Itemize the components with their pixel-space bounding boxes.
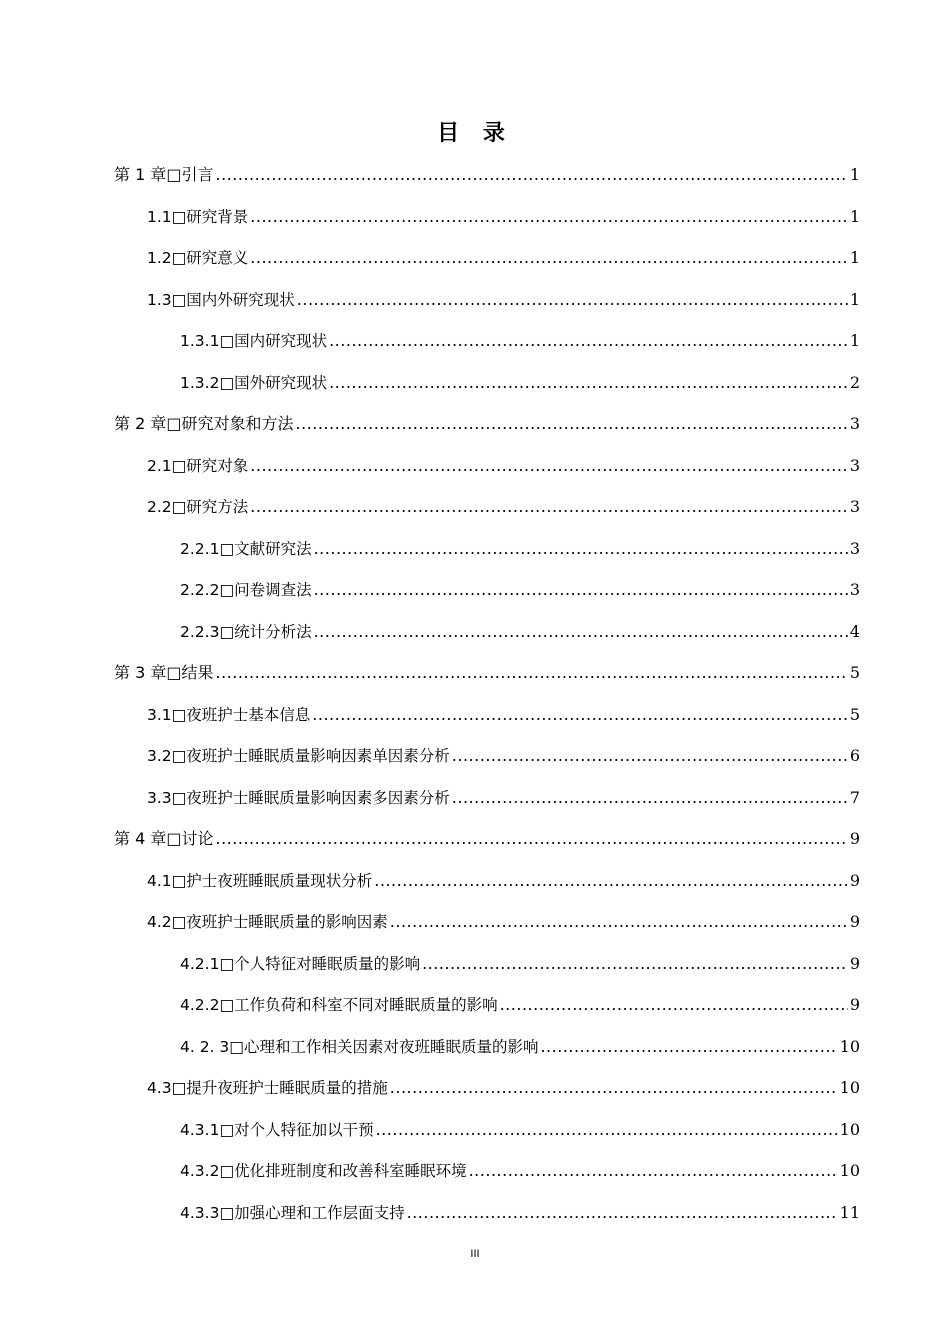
toc-entry[interactable] [114,1067,860,1109]
toc-entry-page: 4 [849,621,860,641]
toc-entry-label: 4.1□护士夜班睡眠质量现状分析 [147,871,373,890]
toc-entry[interactable] [114,320,860,362]
toc-entry[interactable] [114,445,860,487]
toc-dot-leader [329,362,848,404]
toc-dot-leader [500,984,848,1026]
toc-entry-label: 3.3□夜班护士睡眠质量影响因素多因素分析 [147,788,450,807]
toc-entry[interactable] [114,237,860,279]
toc-dot-leader [314,528,848,570]
table-of-contents [114,154,860,1233]
toc-entry-label: 1.3.2□国外研究现状 [180,373,328,392]
toc-entry-label: 4.3.2□优化排班制度和改善科室睡眠环境 [180,1162,467,1180]
toc-entry[interactable] [114,818,860,860]
toc-entry[interactable] [114,1109,860,1151]
toc-entry-page: 6 [849,746,860,765]
toc-entry-label: 1.1□研究背景 [147,207,249,226]
toc-entry-page: 9 [849,995,860,1014]
toc-entry-page: 1 [849,248,860,267]
toc-entry-label: 4.2.2□工作负荷和科室不同对睡眠质量的影响 [180,996,498,1014]
toc-dot-leader [250,445,848,487]
toc-entry-page: 9 [849,912,860,931]
toc-entry-page: 10 [839,1036,860,1056]
toc-entry-label: 第 1 章□引言 [114,165,214,184]
toc-entry[interactable] [114,694,860,736]
toc-entry[interactable] [114,154,860,196]
toc-entry-label: 2.2.1□文献研究法 [180,539,312,558]
toc-entry-label: 2.2.3□统计分析法 [180,622,312,641]
toc-dot-leader [215,652,847,694]
toc-entry-label: 第 2 章□研究对象和方法 [114,414,294,433]
toc-entry[interactable] [114,984,860,1026]
page-number: III [470,1248,480,1260]
toc-dot-leader [407,1192,838,1234]
toc-entry-page: 1 [849,289,860,309]
toc-dot-leader [297,279,848,321]
toc-dot-leader [390,1067,838,1109]
toc-dot-leader [452,735,848,777]
toc-entry[interactable] [114,569,860,611]
toc-entry[interactable] [114,943,860,985]
toc-entry-label: 1.2□研究意义 [147,249,249,267]
toc-entry-page: 3 [849,455,860,475]
toc-entry-page: 3 [849,538,860,558]
toc-entry[interactable] [114,860,860,902]
toc-entry-label: 3.2□夜班护士睡眠质量影响因素单因素分析 [147,747,450,765]
toc-dot-leader [376,1109,838,1151]
toc-entry-page: 5 [849,663,860,682]
toc-entry-page: 3 [849,414,860,433]
toc-entry-label: 2.2.2□问卷调查法 [180,581,312,599]
toc-entry-page: 10 [839,1161,860,1180]
toc-entry-label: 4.2□夜班护士睡眠质量的影响因素 [147,913,388,931]
toc-dot-leader [250,486,848,528]
toc-entry-label: 1.3.1□国内研究现状 [180,332,328,350]
toc-entry-page: 9 [849,829,860,848]
toc-dot-leader [312,694,848,736]
toc-entry-label: 4.3.1□对个人特征加以干预 [180,1120,374,1139]
toc-entry[interactable] [114,652,860,694]
toc-entry-page: 1 [849,165,860,184]
toc-entry-page: 7 [849,787,860,807]
toc-dot-leader [250,196,848,238]
toc-entry-label: 4. 2. 3□心理和工作相关因素对夜班睡眠质量的影响 [180,1037,539,1056]
toc-entry-label: 3.1□夜班护士基本信息 [147,705,311,724]
toc-dot-leader [422,943,848,985]
toc-entry-page: 10 [839,1078,860,1097]
toc-dot-leader [215,818,847,860]
toc-dot-leader [374,860,848,902]
toc-entry-page: 1 [849,206,860,226]
toc-dot-leader [390,901,848,943]
toc-entry[interactable] [114,1192,860,1234]
toc-dot-leader [469,1150,838,1192]
toc-entry-label: 4.3.3□加强心理和工作层面支持 [180,1203,405,1222]
toc-entry-page: 5 [849,704,860,724]
toc-entry-label: 4.2.1□个人特征对睡眠质量的影响 [180,954,421,973]
toc-entry-page: 3 [849,580,860,599]
toc-entry-page: 3 [849,497,860,516]
toc-dot-leader [295,403,847,445]
toc-entry-label: 第 3 章□结果 [114,663,214,682]
toc-entry-label: 2.2□研究方法 [147,498,249,516]
toc-entry[interactable] [114,486,860,528]
toc-entry[interactable] [114,196,860,238]
toc-dot-leader [314,569,848,611]
toc-dot-leader [329,320,848,362]
toc-entry[interactable] [114,403,860,445]
toc-entry-page: 10 [839,1119,860,1139]
toc-entry[interactable] [114,901,860,943]
toc-entry[interactable] [114,528,860,570]
toc-entry[interactable] [114,777,860,819]
toc-dot-leader [452,777,848,819]
toc-entry[interactable] [114,611,860,653]
toc-dot-leader [540,1026,837,1068]
toc-entry-page: 9 [849,870,860,890]
toc-entry-page: 9 [849,953,860,973]
toc-entry-page: 1 [849,331,860,350]
toc-entry-label: 4.3□提升夜班护士睡眠质量的措施 [147,1079,388,1097]
toc-entry[interactable] [114,1150,860,1192]
page-title: 目 录 [437,121,513,146]
toc-entry[interactable] [114,279,860,321]
toc-entry-page: 11 [839,1202,860,1222]
toc-entry-page: 2 [849,372,860,392]
toc-entry-label: 第 4 章□讨论 [114,829,214,848]
toc-entry[interactable] [114,735,860,777]
toc-dot-leader [314,611,848,653]
toc-entry[interactable] [114,362,860,404]
toc-dot-leader [215,154,847,196]
toc-entry-label: 1.3□国内外研究现状 [147,290,295,309]
toc-dot-leader [250,237,848,279]
toc-entry-label: 2.1□研究对象 [147,456,249,475]
toc-entry[interactable] [114,1026,860,1068]
